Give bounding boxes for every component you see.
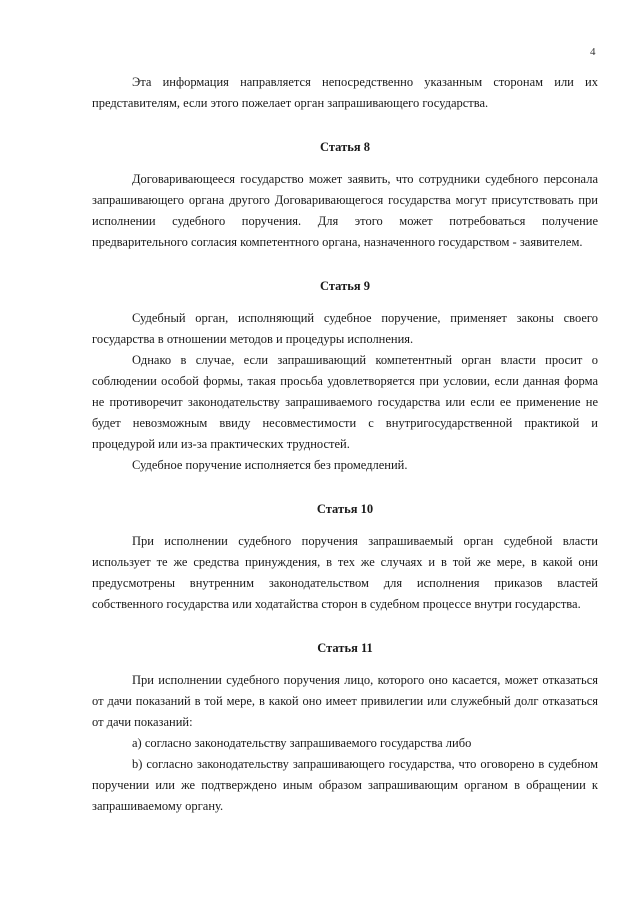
article-9-paragraph-3: Судебное поручение исполняется без промедлений.	[132, 458, 408, 472]
article-9-paragraph-2: Однако в случае, если запрашивающий компетентный орган власти просит о соблюдении особой формы, такая просьба удовлетворяется при условии, если данная форма не противоречит законодательству запрашиваемого государства или если ее применение не будет невозможным ввиду несовместимости с внутригосударственной практикой и процедурой или из-за практических трудностей.	[92, 353, 598, 451]
article-11-paragraph-1: При исполнении судебного поручения лицо, которого оно касается, может отказаться от дачи показаний в той мере, в какой оно имеет привилегии или служебный долг отказаться от дачи показаний:	[92, 673, 598, 729]
article-8-heading: Статья 8	[320, 140, 370, 154]
article-9-paragraph-1: Судебный орган, исполняющий судебное поручение, применяет законы своего государства в отношении методов и процедуры исполнения.	[92, 311, 598, 346]
article-11-heading: Статья 11	[317, 641, 373, 655]
article-8-paragraph-1: Договаривающееся государство может заявить, что сотрудники судебного персонала запрашивающего органа другого Договаривающегося государства могут присутствовать при исполнении судебного поручения. Для этого может потребоваться получение предварительного согласия компетентного органа, назначенного государством - заявителем.	[92, 172, 598, 249]
intro-paragraph: Эта информация направляется непосредственно указанным сторонам или их представителям, если этого пожелает орган запрашивающего государства.	[92, 75, 598, 110]
document-body	[92, 72, 598, 817]
page-number: 4	[590, 46, 596, 58]
article-10-paragraph-1: При исполнении судебного поручения запрашиваемый орган судебной власти использует те же средства принуждения, в тех же случаях и в той же мере, в какой они предусмотрены внутренним законодательством для исполнения приказов властей собственного государства или ходатайства сторон в судебном процессе внутри государства.	[92, 534, 598, 611]
article-10-heading: Статья 10	[316, 502, 374, 516]
article-11-item-a: а) согласно законодательству запрашиваемого государства либо	[132, 736, 472, 750]
article-11-item-b: b) согласно законодательству запрашивающего государства, что оговорено в судебном поручении или же подтверждено иным образом запрашивающим органом в обращении к запрашиваемому органу.	[92, 757, 598, 813]
article-9-heading: Статья 9	[320, 279, 370, 293]
